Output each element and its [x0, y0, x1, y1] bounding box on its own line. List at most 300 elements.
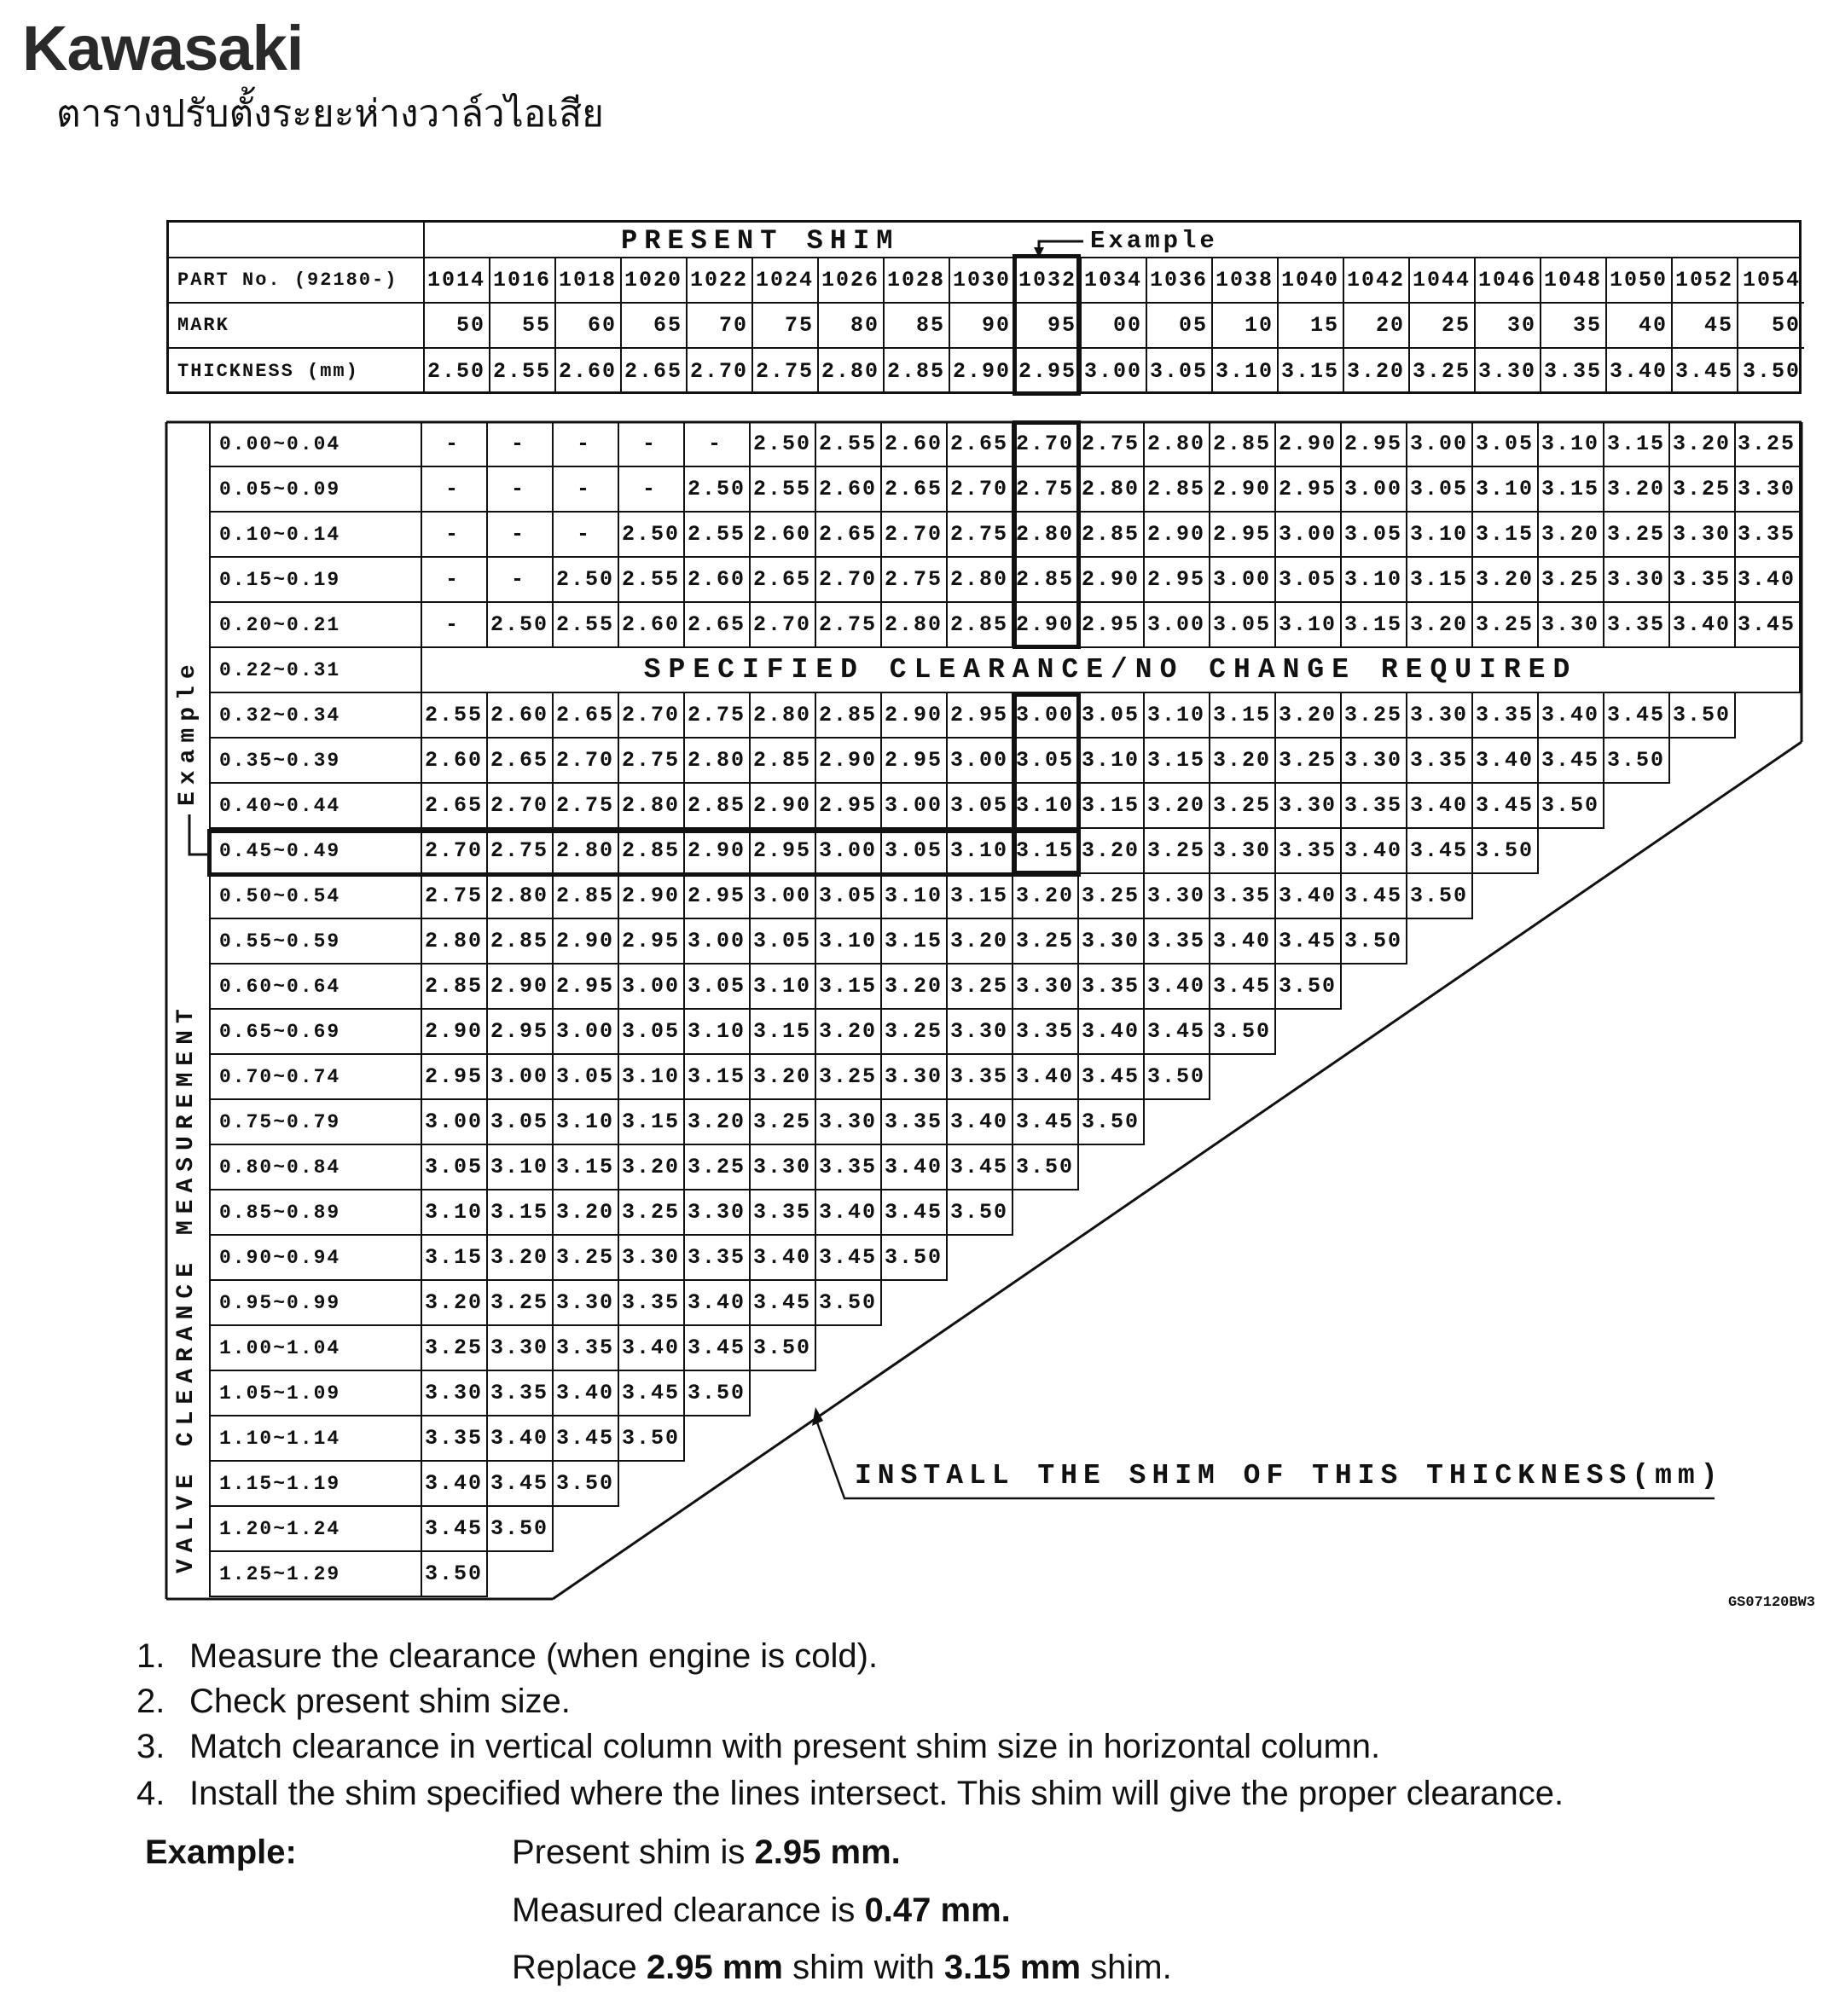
shim-value-cell: 3.25: [882, 1010, 948, 1055]
mark-cell: 75: [753, 304, 819, 349]
shim-value-cell: 3.35: [422, 1416, 488, 1462]
shim-value-cell: 2.85: [619, 829, 685, 874]
thickness-cell: 2.50: [425, 349, 490, 394]
shim-value-cell: 2.75: [1079, 422, 1145, 467]
shim-value-cell: 3.00: [948, 739, 1013, 784]
shim-value-cell: 3.30: [1407, 693, 1473, 739]
shim-value-cell: 2.60: [816, 467, 882, 513]
shim-value-cell: 2.90: [816, 739, 882, 784]
part-number-cell: 1026: [819, 258, 885, 304]
mark-cell: 50: [1738, 304, 1804, 349]
shim-value-cell: 3.35: [488, 1371, 554, 1416]
thickness-cell: 3.25: [1410, 349, 1476, 394]
shim-value-cell: 2.95: [554, 965, 619, 1010]
shim-value-cell: 3.45: [1276, 919, 1342, 965]
header-label-part-number: PART No. (92180-): [169, 258, 425, 304]
shim-value-cell: 2.75: [1013, 467, 1079, 513]
shim-value-cell: 3.50: [422, 1552, 488, 1597]
shim-value-cell: 3.20: [1473, 558, 1539, 603]
shim-value-cell: 3.45: [1736, 603, 1802, 648]
shim-value-cell: 2.55: [816, 422, 882, 467]
shim-value-cell: 3.20: [1539, 513, 1604, 558]
clearance-range-20: 1.00~1.04: [209, 1326, 422, 1371]
shim-value-cell: 2.70: [422, 829, 488, 874]
shim-value-cell: 3.05: [619, 1010, 685, 1055]
clearance-range-4: 0.20~0.21: [209, 603, 422, 648]
shim-value-cell: 2.90: [1145, 513, 1210, 558]
part-number-cell: 1024: [753, 258, 819, 304]
shim-value-cell: 3.10: [1539, 422, 1604, 467]
shim-value-cell: 2.95: [948, 693, 1013, 739]
shim-value-cell: 2.85: [816, 693, 882, 739]
shim-value-cell: 2.90: [422, 1010, 488, 1055]
shim-value-cell: 2.95: [488, 1010, 554, 1055]
example-line-2: [512, 1891, 1011, 1930]
shim-value-cell: 3.40: [1210, 919, 1276, 965]
shim-value-cell: 2.85: [422, 965, 488, 1010]
header-label-mark: MARK: [169, 304, 425, 349]
shim-value-cell: 3.45: [422, 1507, 488, 1552]
shim-value-cell: 2.65: [948, 422, 1013, 467]
shim-value-cell: 3.00: [1276, 513, 1342, 558]
shim-value-cell: 3.45: [1539, 739, 1604, 784]
clearance-range-10: 0.50~0.54: [209, 874, 422, 919]
shim-value-cell: 3.50: [1210, 1010, 1276, 1055]
shim-value-cell: 3.25: [422, 1326, 488, 1371]
part-number-cell: 1030: [950, 258, 1016, 304]
shim-value-cell: 2.60: [751, 513, 816, 558]
instruction-number: 2.: [136, 1683, 165, 1720]
shim-value-cell: 2.80: [554, 829, 619, 874]
shim-value-cell: 2.80: [422, 919, 488, 965]
shim-value-cell: 3.25: [1210, 784, 1276, 829]
shim-value-cell: 3.10: [619, 1055, 685, 1100]
example-top-label: Example: [1090, 227, 1218, 255]
measured-clearance-value: 0.47 mm.: [864, 1891, 1011, 1929]
shim-value-cell: 3.40: [422, 1462, 488, 1507]
shim-value-cell: 3.05: [882, 829, 948, 874]
shim-value-cell: 3.10: [488, 1145, 554, 1190]
shim-value-cell: 3.45: [751, 1281, 816, 1326]
clearance-range-14: 0.70~0.74: [209, 1055, 422, 1100]
mark-cell: 70: [688, 304, 753, 349]
clearance-range-18: 0.90~0.94: [209, 1236, 422, 1281]
shim-value-cell: 3.05: [1473, 422, 1539, 467]
mark-cell: 65: [622, 304, 688, 349]
clearance-range-7: 0.35~0.39: [209, 739, 422, 784]
part-number-cell: 1042: [1344, 258, 1410, 304]
shim-value-cell: 3.15: [1539, 467, 1604, 513]
mark-cell: 50: [425, 304, 490, 349]
shim-value-cell: 2.75: [619, 739, 685, 784]
example-top-bracket: [1039, 241, 1083, 256]
kawasaki-logo: Kawasaki: [22, 13, 304, 84]
shim-value-cell: 3.35: [1210, 874, 1276, 919]
shim-value-cell: 3.10: [554, 1100, 619, 1145]
part-number-cell: 1032: [1016, 258, 1082, 304]
shim-value-cell: 3.45: [948, 1145, 1013, 1190]
shim-value-cell: 3.40: [1079, 1010, 1145, 1055]
shim-value-cell: -: [619, 467, 685, 513]
shim-value-cell: -: [422, 422, 488, 467]
shim-value-cell: 3.40: [816, 1190, 882, 1236]
shim-value-cell: 2.85: [554, 874, 619, 919]
shim-value-cell: 3.50: [1145, 1055, 1210, 1100]
shim-value-cell: 2.95: [619, 919, 685, 965]
shim-value-cell: 3.50: [816, 1281, 882, 1326]
page-title: ตารางปรับตั้งระยะห่างวาล์วไอเสีย: [56, 92, 604, 136]
shim-value-cell: 2.70: [488, 784, 554, 829]
shim-value-cell: 3.35: [1276, 829, 1342, 874]
instruction-number: 3.: [136, 1728, 165, 1765]
shim-value-cell: 3.05: [685, 965, 751, 1010]
shim-value-cell: 2.60: [422, 739, 488, 784]
shim-value-cell: 3.45: [1079, 1055, 1145, 1100]
shim-value-cell: 3.45: [1604, 693, 1670, 739]
shim-value-cell: 3.30: [1276, 784, 1342, 829]
shim-value-cell: 3.25: [1013, 919, 1079, 965]
shim-value-cell: 2.80: [1079, 467, 1145, 513]
shim-value-cell: 3.30: [554, 1281, 619, 1326]
part-number-cell: 1046: [1476, 258, 1541, 304]
example-line-3: [512, 1949, 1172, 1987]
shim-value-cell: 3.50: [1539, 784, 1604, 829]
shim-value-cell: 3.15: [1407, 558, 1473, 603]
shim-value-cell: 3.40: [751, 1236, 816, 1281]
shim-value-cell: 3.15: [619, 1100, 685, 1145]
thickness-cell: 3.15: [1279, 349, 1344, 394]
shim-value-cell: 3.45: [816, 1236, 882, 1281]
shim-value-cell: 2.55: [685, 513, 751, 558]
shim-value-cell: 2.65: [816, 513, 882, 558]
shim-value-cell: 2.85: [1210, 422, 1276, 467]
clearance-range-9: 0.45~0.49: [209, 829, 422, 874]
thickness-cell: 2.80: [819, 349, 885, 394]
thickness-cell: 2.60: [556, 349, 622, 394]
part-number-cell: 1044: [1410, 258, 1476, 304]
part-number-cell: 1028: [885, 258, 950, 304]
mark-cell: 25: [1410, 304, 1476, 349]
shim-value-cell: 2.80: [882, 603, 948, 648]
mark-cell: 15: [1279, 304, 1344, 349]
shim-value-cell: 3.35: [882, 1100, 948, 1145]
shim-value-cell: 3.20: [1276, 693, 1342, 739]
shim-value-cell: 2.50: [751, 422, 816, 467]
thickness-cell: 3.40: [1607, 349, 1673, 394]
present-shim-value: 2.95 mm.: [754, 1834, 901, 1871]
text: shim with: [782, 1949, 944, 1986]
shim-value-cell: 3.40: [619, 1326, 685, 1371]
shim-value-cell: 3.05: [816, 874, 882, 919]
shim-value-cell: 3.10: [816, 919, 882, 965]
shim-value-cell: 2.70: [751, 603, 816, 648]
shim-value-cell: 3.30: [882, 1055, 948, 1100]
shim-value-cell: 3.10: [685, 1010, 751, 1055]
text: Measured clearance is: [512, 1891, 865, 1929]
shim-value-cell: 3.20: [751, 1055, 816, 1100]
thickness-cell: 3.35: [1541, 349, 1607, 394]
shim-value-cell: 3.20: [948, 919, 1013, 965]
shim-value-cell: 3.50: [685, 1371, 751, 1416]
shim-value-cell: 3.50: [751, 1326, 816, 1371]
shim-value-cell: 2.55: [619, 558, 685, 603]
shim-value-cell: 2.85: [685, 784, 751, 829]
shim-value-cell: 2.55: [422, 693, 488, 739]
shim-value-cell: 3.25: [554, 1236, 619, 1281]
shim-value-cell: 3.25: [816, 1055, 882, 1100]
shim-value-cell: 2.75: [422, 874, 488, 919]
shim-value-cell: 3.25: [1539, 558, 1604, 603]
shim-value-cell: 3.40: [882, 1145, 948, 1190]
old-shim-value: 2.95 mm: [646, 1949, 783, 1986]
mark-cell: 05: [1147, 304, 1213, 349]
example-heading: Example:: [145, 1834, 297, 1871]
shim-value-cell: 3.35: [1473, 693, 1539, 739]
install-pointer-arrow: [812, 1407, 823, 1426]
shim-value-cell: 3.30: [488, 1326, 554, 1371]
instruction-3: [136, 1728, 1380, 1766]
shim-value-cell: 3.30: [685, 1190, 751, 1236]
part-number-cell: 1020: [622, 258, 688, 304]
shim-value-cell: 3.10: [1342, 558, 1407, 603]
shim-value-cell: 3.15: [1604, 422, 1670, 467]
thickness-cell: 3.00: [1082, 349, 1147, 394]
shim-value-cell: 3.05: [1276, 558, 1342, 603]
shim-value-cell: 2.65: [685, 603, 751, 648]
shim-value-cell: 3.25: [1473, 603, 1539, 648]
shim-value-cell: -: [488, 467, 554, 513]
shim-value-cell: 3.25: [751, 1100, 816, 1145]
shim-value-cell: -: [554, 467, 619, 513]
shim-value-cell: 2.65: [422, 784, 488, 829]
shim-value-cell: 3.00: [1210, 558, 1276, 603]
shim-value-cell: 2.90: [882, 693, 948, 739]
shim-value-cell: 3.40: [1736, 558, 1802, 603]
shim-value-cell: 3.35: [1079, 965, 1145, 1010]
shim-value-cell: 3.00: [1342, 467, 1407, 513]
shim-value-cell: 3.30: [619, 1236, 685, 1281]
clearance-range-16: 0.80~0.84: [209, 1145, 422, 1190]
shim-value-cell: 3.10: [882, 874, 948, 919]
thickness-cell: 3.10: [1213, 349, 1279, 394]
thickness-cell: 2.65: [622, 349, 688, 394]
shim-value-cell: 3.40: [1670, 603, 1736, 648]
example-top-arrow: [1034, 247, 1044, 258]
shim-value-cell: 3.15: [751, 1010, 816, 1055]
part-number-cell: 1016: [490, 258, 556, 304]
figure-code: GS07120BW3: [1727, 1595, 1815, 1611]
shim-value-cell: 3.05: [422, 1145, 488, 1190]
clearance-range-24: 1.20~1.24: [209, 1507, 422, 1552]
shim-value-cell: 3.30: [1604, 558, 1670, 603]
shim-value-cell: 2.50: [685, 467, 751, 513]
shim-value-cell: 3.15: [1473, 513, 1539, 558]
shim-value-cell: 3.10: [1473, 467, 1539, 513]
shim-value-cell: 3.50: [1604, 739, 1670, 784]
mark-cell: 90: [950, 304, 1016, 349]
part-number-cell: 1050: [1607, 258, 1673, 304]
shim-value-cell: 3.30: [1736, 467, 1802, 513]
thickness-cell: 2.85: [885, 349, 950, 394]
shim-value-cell: 2.60: [685, 558, 751, 603]
shim-value-cell: 2.75: [488, 829, 554, 874]
mark-cell: 95: [1016, 304, 1082, 349]
shim-value-cell: 3.50: [554, 1462, 619, 1507]
shim-value-cell: 3.10: [1145, 693, 1210, 739]
shim-value-cell: 3.10: [422, 1190, 488, 1236]
shim-value-cell: 3.40: [554, 1371, 619, 1416]
shim-value-cell: 2.80: [1145, 422, 1210, 467]
instruction-4: [136, 1775, 1564, 1813]
shim-value-cell: 2.90: [751, 784, 816, 829]
shim-value-cell: 3.20: [1145, 784, 1210, 829]
shim-value-cell: 2.80: [1013, 513, 1079, 558]
shim-value-cell: 3.35: [1670, 558, 1736, 603]
shim-value-cell: 3.20: [1407, 603, 1473, 648]
shim-value-cell: 2.95: [1342, 422, 1407, 467]
shim-value-cell: 3.20: [554, 1190, 619, 1236]
shim-value-cell: 2.55: [751, 467, 816, 513]
shim-value-cell: -: [554, 422, 619, 467]
shim-value-cell: 3.25: [1145, 829, 1210, 874]
shim-value-cell: 3.25: [948, 965, 1013, 1010]
shim-value-cell: 2.80: [685, 739, 751, 784]
clearance-range-11: 0.55~0.59: [209, 919, 422, 965]
part-number-cell: 1054: [1738, 258, 1804, 304]
shim-value-cell: 2.90: [1210, 467, 1276, 513]
shim-value-cell: 2.60: [488, 693, 554, 739]
clearance-range-2: 0.10~0.14: [209, 513, 422, 558]
shim-value-cell: 2.70: [882, 513, 948, 558]
shim-value-cell: 3.15: [816, 965, 882, 1010]
shim-value-cell: 3.35: [1013, 1010, 1079, 1055]
shim-value-cell: 3.10: [1079, 739, 1145, 784]
shim-value-cell: 2.95: [1145, 558, 1210, 603]
shim-value-cell: 2.80: [751, 693, 816, 739]
shim-value-cell: 3.35: [1604, 603, 1670, 648]
text: shim.: [1081, 1949, 1172, 1986]
shim-value-cell: 3.40: [1407, 784, 1473, 829]
clearance-range-13: 0.65~0.69: [209, 1010, 422, 1055]
part-number-cell: 1038: [1213, 258, 1279, 304]
shim-value-cell: 3.40: [1145, 965, 1210, 1010]
shim-value-cell: 3.20: [488, 1236, 554, 1281]
shim-value-cell: 3.20: [1079, 829, 1145, 874]
shim-value-cell: 3.00: [1145, 603, 1210, 648]
shim-value-cell: -: [422, 467, 488, 513]
shim-value-cell: 3.35: [685, 1236, 751, 1281]
shim-value-cell: -: [554, 513, 619, 558]
part-number-cell: 1014: [425, 258, 490, 304]
shim-value-cell: 3.20: [882, 965, 948, 1010]
mark-cell: 80: [819, 304, 885, 349]
shim-value-cell: 2.65: [488, 739, 554, 784]
mark-cell: 45: [1673, 304, 1738, 349]
shim-value-cell: 3.40: [948, 1100, 1013, 1145]
specified-clearance-banner: SPECIFIED CLEARANCE/NO CHANGE REQUIRED: [422, 648, 1802, 693]
shim-value-cell: 2.55: [554, 603, 619, 648]
shim-value-cell: 2.80: [619, 784, 685, 829]
thickness-cell: 3.30: [1476, 349, 1541, 394]
instruction-text: Measure the clearance (when engine is cold).: [189, 1637, 879, 1675]
shim-value-cell: 2.75: [948, 513, 1013, 558]
thickness-cell: 3.50: [1742, 359, 1801, 384]
shim-value-cell: 3.30: [1342, 739, 1407, 784]
shim-value-cell: 3.50: [1013, 1145, 1079, 1190]
shim-value-cell: 3.30: [751, 1145, 816, 1190]
example-line-1: [512, 1834, 901, 1872]
clearance-range-3: 0.15~0.19: [209, 558, 422, 603]
thickness-cell: 3.05: [1147, 349, 1213, 394]
example-side-bracket: [189, 814, 209, 854]
shim-value-cell: 2.65: [554, 693, 619, 739]
mark-cell: 20: [1344, 304, 1410, 349]
shim-value-cell: 3.00: [882, 784, 948, 829]
shim-value-cell: 3.40: [1539, 693, 1604, 739]
shim-value-cell: 3.00: [1013, 693, 1079, 739]
shim-value-cell: 3.15: [685, 1055, 751, 1100]
shim-value-cell: 2.95: [816, 784, 882, 829]
shim-value-cell: 3.30: [1670, 513, 1736, 558]
shim-value-cell: 3.05: [488, 1100, 554, 1145]
mark-cell: 30: [1476, 304, 1541, 349]
shim-value-cell: 2.95: [1210, 513, 1276, 558]
mark-cell: 55: [490, 304, 556, 349]
thickness-cell: 2.95: [1016, 349, 1082, 394]
shim-value-cell: 3.25: [619, 1190, 685, 1236]
clearance-range-22: 1.10~1.14: [209, 1416, 422, 1462]
shim-value-cell: 3.00: [554, 1010, 619, 1055]
part-number-cell: 1052: [1673, 258, 1738, 304]
shim-value-cell: 3.00: [422, 1100, 488, 1145]
shim-value-cell: 3.45: [1473, 784, 1539, 829]
shim-value-cell: 2.85: [1145, 467, 1210, 513]
shim-value-cell: 3.40: [1342, 829, 1407, 874]
shim-value-cell: 2.85: [1079, 513, 1145, 558]
shim-value-cell: 3.05: [1210, 603, 1276, 648]
shim-value-cell: 3.15: [1013, 829, 1079, 874]
shim-value-cell: 2.70: [948, 467, 1013, 513]
shim-value-cell: 3.50: [1276, 965, 1342, 1010]
shim-value-cell: 3.35: [1407, 739, 1473, 784]
shim-value-cell: 3.10: [751, 965, 816, 1010]
thickness-cell: 3.45: [1673, 349, 1738, 394]
shim-value-cell: 2.85: [488, 919, 554, 965]
instruction-2: [136, 1683, 571, 1721]
shim-value-cell: 3.25: [1079, 874, 1145, 919]
present-shim-heading: PRESENT SHIM: [621, 224, 900, 257]
shim-value-cell: 2.95: [1079, 603, 1145, 648]
shim-value-cell: 3.25: [1604, 513, 1670, 558]
shim-value-cell: 2.50: [619, 513, 685, 558]
part-number-cell: 1022: [688, 258, 753, 304]
shim-value-cell: 2.90: [1276, 422, 1342, 467]
shim-value-cell: 3.30: [948, 1010, 1013, 1055]
shim-value-cell: 3.15: [1079, 784, 1145, 829]
shim-value-cell: 2.75: [816, 603, 882, 648]
clearance-range-0: 0.00~0.04: [209, 422, 422, 467]
shim-value-cell: 3.45: [488, 1462, 554, 1507]
thickness-cell: 2.90: [950, 349, 1016, 394]
shim-value-cell: 2.50: [488, 603, 554, 648]
shim-value-cell: 3.25: [685, 1145, 751, 1190]
shim-value-cell: 2.90: [619, 874, 685, 919]
shim-value-cell: 2.50: [554, 558, 619, 603]
shim-value-cell: 3.25: [1736, 422, 1802, 467]
shim-value-cell: 2.75: [685, 693, 751, 739]
shim-value-cell: 3.20: [422, 1281, 488, 1326]
shim-value-cell: 3.05: [948, 784, 1013, 829]
